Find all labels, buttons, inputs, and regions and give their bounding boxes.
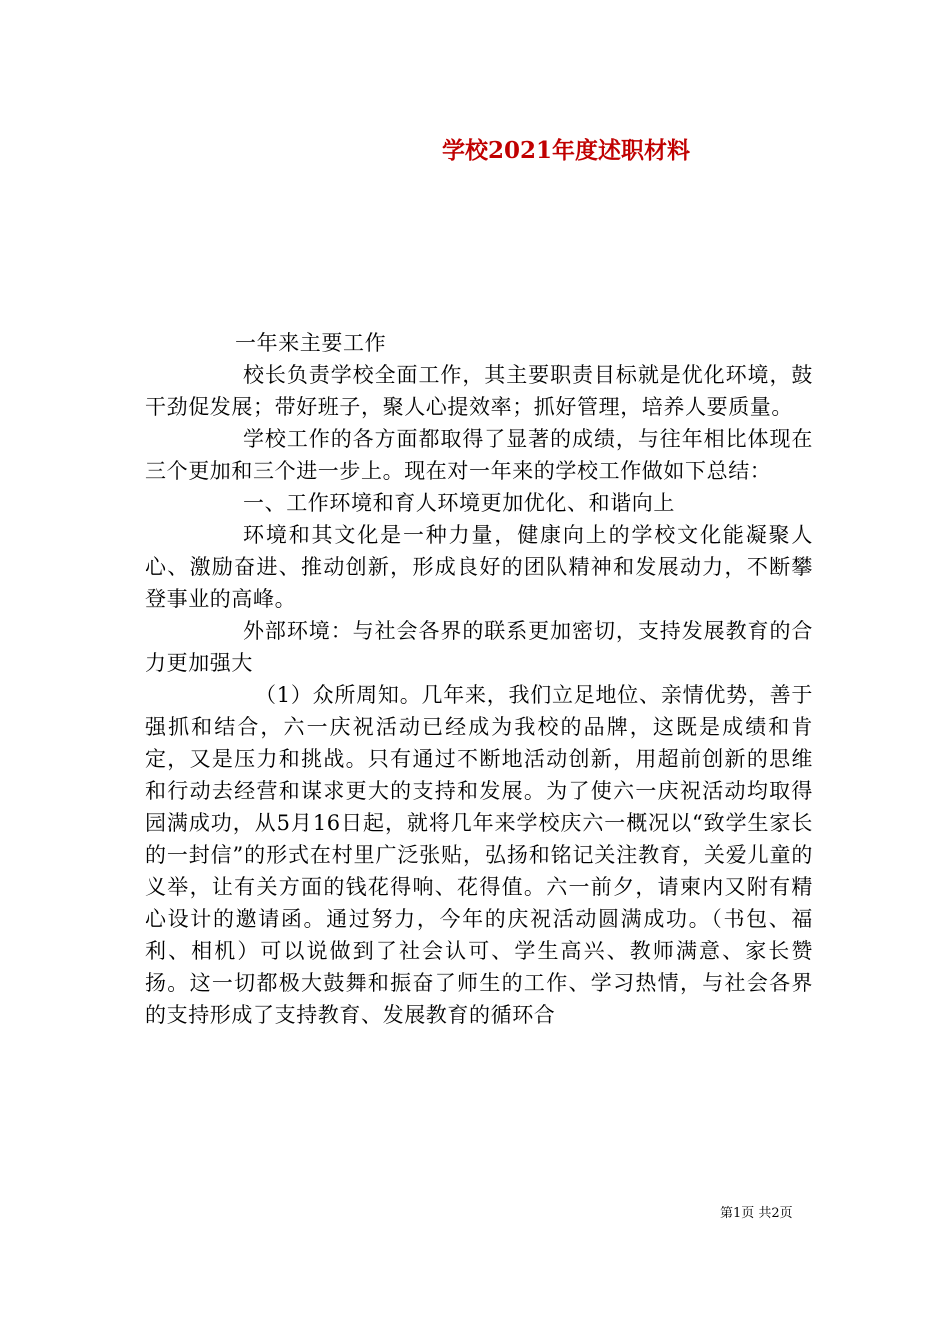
- paragraph: 学校工作的各方面都取得了显著的成绩，与往年相比体现在三个更加和三个进一步上。现在对一年来的学校工作做如下总结：: [145, 427, 813, 483]
- paragraph: 环境和其文化是一种力量，健康向上的学校文化能凝聚人心、激励奋进、推动创新，形成良好的团队精神和发展动力，不断攀登事业的高峰。: [145, 523, 813, 611]
- paragraph: 校长负责学校全面工作，其主要职责目标就是优化环境，鼓干劲促发展；带好班子，聚人心提效率；抓好管理，培养人要质量。: [145, 363, 813, 419]
- paragraph: （1）众所周知。几年来，我们立足地位、亲情优势，善于强抓和结合，六一庆祝活动已经成为我校的品牌，这既是成绩和肯定，又是压力和挑战。只有通过不断地活动创新，用超前创新的思维和行动去经营和谋求更大的支持和发展。为了使六一庆祝活动均取得园满成功，从5月16日起，就将几年来学校庆六一概况以“致学生家长的一封信”的形式在村里广泛张贴，弘扬和铭记关注教育，关爱儿童的义举，让有关方面的钱花得响、花得值。六一前夕，请柬内又附有精心设计的邀请函。通过努力，今年的庆祝活动圆满成功。（书包、福利、相机）可以说做到了社会认可、学生高兴、教师满意、家长赞扬。这一切都极大鼓舞和振奋了师生的工作、学习热情，与社会各界的支持形成了支持教育、发展教育的循环合: [145, 683, 813, 1027]
- document-title: 学校2021年度述职材料: [442, 137, 691, 164]
- paragraph: 外部环境：与社会各界的联系更加密切，支持发展教育的合力更加强大: [145, 619, 813, 675]
- section-heading: 一、工作环境和育人环境更加优化、和谐向上: [243, 491, 675, 515]
- document-body: [145, 327, 813, 1031]
- section-heading: 一年来主要工作: [235, 331, 387, 355]
- page-number: 第1页 共2页: [720, 1206, 793, 1221]
